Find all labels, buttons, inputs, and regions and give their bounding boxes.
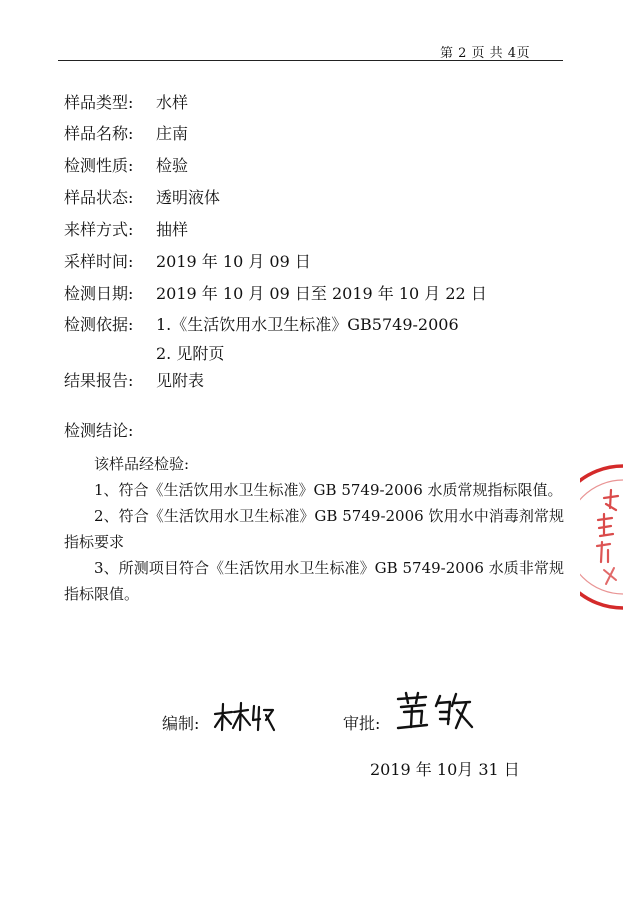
field-sampling-method <box>64 220 188 249</box>
field-value: 庄南 <box>156 124 189 143</box>
editor-signature <box>212 700 276 734</box>
editor-label: 编制: <box>162 714 200 733</box>
header-divider <box>58 60 563 61</box>
field-value: 检验 <box>156 156 189 175</box>
conclusion-title: 检测结论: <box>64 421 134 440</box>
approver-signature <box>394 690 474 732</box>
field-label: 检测日期: <box>64 284 134 303</box>
field-label: 样品状态: <box>64 188 134 207</box>
official-seal <box>580 462 623 612</box>
field-sampling-time <box>64 252 311 281</box>
field-sample-state <box>64 188 220 217</box>
approver-label: 审批: <box>343 714 381 733</box>
field-value: 2019 年 10 月 09 日 <box>156 252 311 271</box>
conclusion-item: 2、符合《生活饮用水卫生标准》GB 5749-2006 饮用水中消毒剂常规指标要求 <box>64 507 564 551</box>
page-number: 第 2 页 共 4页 <box>440 46 531 61</box>
field-test-nature <box>64 156 188 185</box>
field-result-report <box>64 371 204 400</box>
field-label: 结果报告: <box>64 371 134 390</box>
field-value: 2019 年 10 月 09 日至 2019 年 10 月 22 日 <box>156 284 487 303</box>
field-test-basis <box>64 315 459 373</box>
field-label: 采样时间: <box>64 252 134 271</box>
field-sample-name <box>64 124 188 153</box>
report-date: 2019 年 10月 31 日 <box>370 760 520 779</box>
conclusion-body <box>64 451 564 607</box>
conclusion-item: 1、符合《生活饮用水卫生标准》GB 5749-2006 水质常规指标限值。 <box>94 481 563 499</box>
field-label: 样品类型: <box>64 93 134 112</box>
field-label: 样品名称: <box>64 124 134 143</box>
field-value: 1.《生活饮用水卫生标准》GB5749-2006 2. 见附页 <box>156 315 459 363</box>
field-label: 来样方式: <box>64 220 134 239</box>
field-test-date <box>64 284 487 313</box>
field-value: 透明液体 <box>156 188 221 207</box>
field-value: 见附表 <box>156 371 205 390</box>
conclusion-intro: 该样品经检验: <box>94 455 190 473</box>
field-label: 检测依据: <box>64 315 134 334</box>
conclusion-item: 3、所测项目符合《生活饮用水卫生标准》GB 5749-2006 水质非常规指标限值。 <box>64 559 564 603</box>
field-value: 水样 <box>156 93 189 112</box>
field-label: 检测性质: <box>64 156 134 175</box>
field-sample-type <box>64 93 188 122</box>
field-value: 抽样 <box>156 220 189 239</box>
